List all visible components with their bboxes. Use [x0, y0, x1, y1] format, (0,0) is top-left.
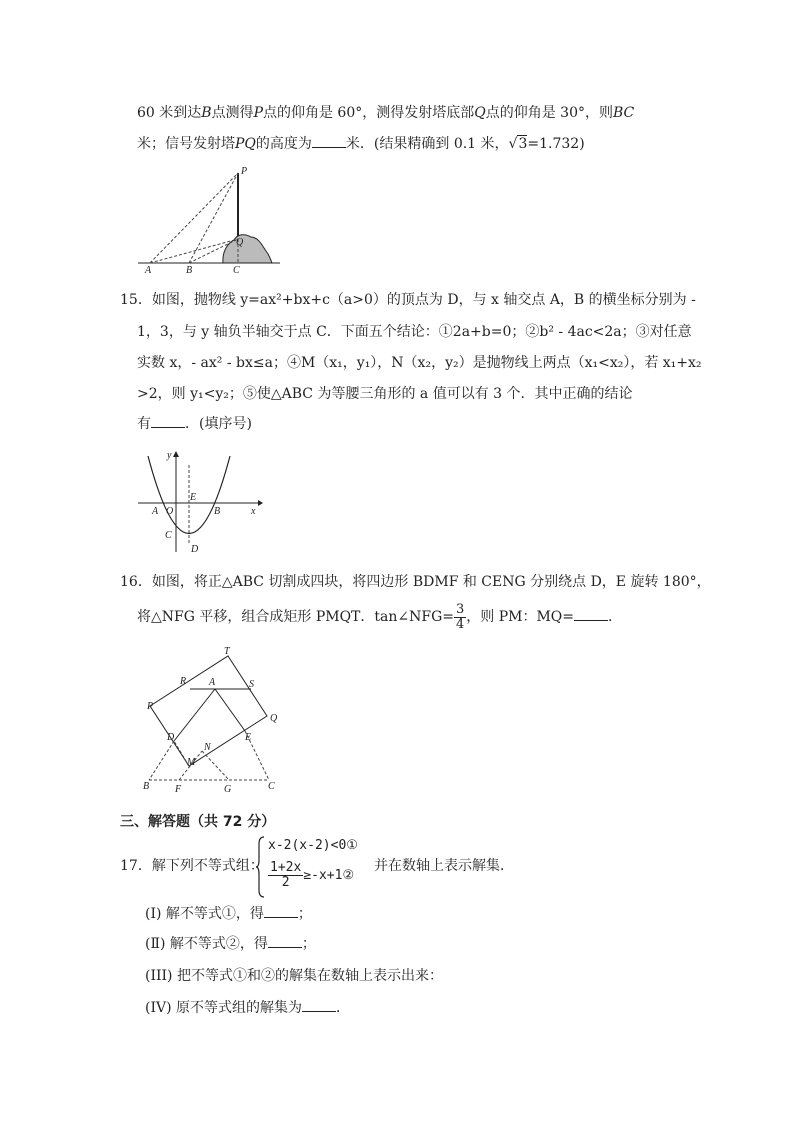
answer-blank[interactable] [312, 135, 346, 148]
q15-parabola-figure [132, 448, 267, 556]
fraction: $\frac{3}{4}$ [455, 601, 465, 632]
fig-label: A [152, 506, 159, 517]
q16-line-1: 16．如图，将正△ABC 切割成四块，将四边形 BDMF 和 CENG 分别绕点 D，E 旋转 180°， [120, 574, 711, 590]
fig-label: x [251, 506, 256, 517]
q17-step-1: (I) 解不等式①，得 ； [145, 906, 312, 922]
q15-line-3: 实数 x，- ax² - bx≤a；④M（x₁，y₁），N（x₂，y₂）是抛物线上两点（x₁<x₂），若 x₁+x₂ [137, 355, 702, 371]
fig-label: Q [270, 713, 278, 724]
fig-label: D [191, 544, 199, 555]
fig-label: C [268, 781, 275, 792]
q17-step-4: (IV) 原不等式组的解集为 ． [145, 1000, 351, 1016]
answer-blank[interactable] [574, 608, 608, 621]
section-title: 三、解答题（共 72 分） [120, 814, 276, 830]
q17-tail: 并在数轴上表示解集． [374, 858, 514, 874]
q17-step-3: (III) 把不等式①和②的解集在数轴上表示出来： [145, 968, 443, 984]
fig-label: O [166, 506, 174, 517]
fig-label: B [186, 265, 193, 275]
fig-label: A [209, 677, 216, 688]
fig-label: T [224, 646, 230, 657]
fig-label: R [180, 676, 187, 687]
fig-label: C [165, 530, 172, 541]
fig-label: Q [236, 237, 244, 248]
fig-label: E [245, 732, 252, 743]
q15-line-1: 15．如图，抛物线 y=ax²+bx+c（a>0）的顶点为 D，与 x 轴交点 A，B 的横坐标分别为 - [120, 292, 696, 308]
fig-label: G [224, 784, 232, 795]
fig-label: M [187, 757, 196, 768]
q15-line-4: >2，则 y₁<y₂；⑤使△ABC 为等腰三角形的 a 值可以有 3 个．其中正确的结论 [137, 386, 633, 402]
q14-line-1: 60 米到达B点测得P点的仰角是 60°，测得发射塔底部Q点的仰角是 30°，则BC [137, 105, 635, 121]
fig-label: A [145, 265, 152, 275]
q15-line-2: 1，3，与 y 轴负半轴交于点 C．下面五个结论：①2a+b=0；②b² - 4ac<2a；③对任意 [137, 324, 692, 340]
fraction: $\frac{1+2x}{2}$ [270, 860, 302, 890]
fig-label: C [233, 265, 240, 275]
fig-label: F [175, 784, 182, 795]
q17-number: 17．解下列不等式组： [120, 858, 264, 874]
brace-icon [255, 836, 265, 898]
q16-triangle-figure [135, 642, 285, 798]
fig-label: P [147, 701, 154, 712]
answer-blank[interactable] [302, 999, 336, 1012]
fig-label: D [167, 732, 175, 743]
answer-blank[interactable] [268, 935, 302, 948]
answer-blank[interactable] [151, 415, 185, 428]
fig-label: S [249, 679, 254, 690]
fig-label: B [214, 506, 221, 517]
q14-line-2: 米；信号发射塔PQ的高度为 米．(结果精确到 0.1 米，√3=1.732) [137, 136, 585, 152]
ineq-1: x-2(x-2)<0① [268, 838, 358, 853]
q15-line-5: 有 ．(填序号) [137, 416, 252, 432]
fig-label: E [190, 492, 197, 503]
q16-line-2: 将△NFG 平移，组合成矩形 PMQT．tan∠NFG= $\frac{3}{4}$ ，则 PM：MQ= ． [137, 601, 623, 632]
q17-step-2: (Ⅱ) 解不等式②，得 ； [145, 936, 316, 952]
answer-blank[interactable] [264, 905, 298, 918]
fig-label: B [143, 781, 150, 792]
fig-label: N [204, 742, 211, 753]
fig-label: P [241, 166, 248, 177]
fig-label: y [167, 450, 172, 461]
ineq-2: $\frac{1+2x}{2}$ ≥-x+1② [270, 860, 355, 890]
q14-tower-figure [130, 163, 290, 275]
